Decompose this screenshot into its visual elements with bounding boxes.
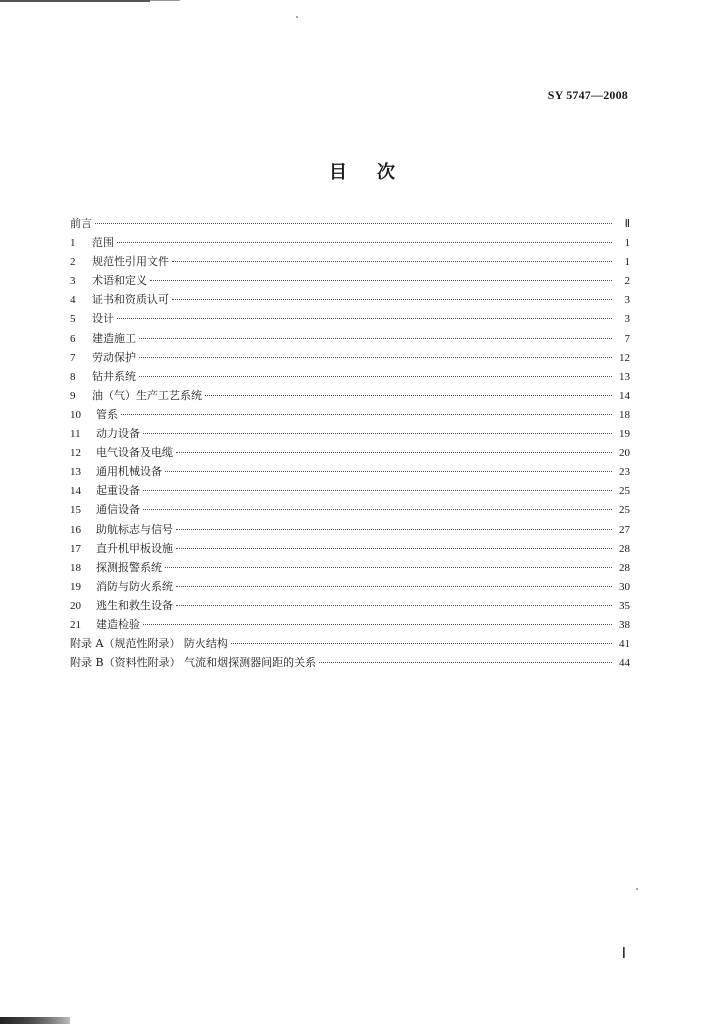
dot-leader (205, 395, 612, 396)
table-of-contents (70, 214, 630, 672)
toc-entry-number: 15 (70, 504, 81, 517)
toc-entry-number: 13 (70, 466, 81, 479)
toc-entry-page: Ⅱ (624, 218, 630, 230)
dot-leader (95, 223, 612, 224)
toc-entry-number: 8 (70, 370, 76, 383)
dot-leader (165, 567, 612, 568)
toc-entry (70, 577, 630, 596)
toc-entry-page: 25 (619, 504, 630, 517)
dot-leader (176, 529, 612, 530)
toc-entry (70, 615, 630, 634)
toc-entry-number: 6 (70, 332, 76, 345)
toc-entry (70, 386, 630, 405)
toc-entry-label: 设计 (92, 312, 114, 326)
toc-entry-page: 28 (619, 561, 630, 574)
toc-entry-number: 5 (70, 313, 76, 326)
dot-leader (117, 242, 612, 243)
toc-entry-page: 3 (624, 294, 630, 307)
toc-entry-page: 19 (619, 428, 630, 441)
toc-entry-number: 9 (70, 389, 76, 402)
page-title (0, 158, 724, 184)
dot-leader (176, 605, 612, 606)
toc-entry-label: 附录 B（资料性附录） 气流和烟探测器间距的关系 (70, 656, 317, 670)
toc-entry-page: 12 (619, 351, 630, 364)
toc-entry (70, 462, 630, 481)
scan-edge-mark (150, 0, 180, 1)
dot-leader (139, 376, 612, 377)
toc-entry-label: 直升机甲板设施 (96, 541, 173, 555)
scan-edge-mark (0, 0, 150, 2)
scan-edge-mark (0, 1017, 70, 1024)
toc-entry-number: 1 (70, 237, 76, 250)
standard-code: SY 5747—2008 (547, 88, 628, 102)
toc-entry-page: 1 (624, 256, 630, 269)
toc-entry-page: 38 (619, 618, 630, 631)
toc-entry-label: 探测报警系统 (96, 560, 162, 574)
toc-entry-number: 11 (70, 428, 81, 441)
toc-entry (70, 539, 630, 558)
toc-entry-label: 术语和定义 (92, 274, 147, 288)
toc-entry (70, 634, 630, 653)
toc-entry-number: 12 (70, 447, 81, 460)
toc-entry (70, 481, 630, 500)
toc-entry (70, 596, 630, 615)
toc-entry-page: 1 (624, 237, 630, 250)
toc-entry-number: 3 (70, 275, 76, 288)
toc-entry-page: 44 (619, 657, 630, 670)
toc-entry-number: 20 (70, 599, 81, 612)
toc-entry-label: 逃生和救生设备 (96, 598, 173, 612)
toc-entry-number: 18 (70, 561, 81, 574)
toc-entry-page: 35 (619, 599, 630, 612)
toc-entry (70, 424, 630, 443)
toc-entry (70, 329, 630, 348)
dot-leader (139, 357, 612, 358)
toc-entry-label: 通用机械设备 (96, 465, 162, 479)
dot-leader (121, 414, 612, 415)
toc-entry-label: 证书和资质认可 (92, 293, 169, 307)
toc-entry-label: 起重设备 (96, 484, 140, 498)
toc-entry-number: 10 (70, 408, 81, 421)
toc-entry-label: 范围 (92, 236, 114, 250)
toc-entry-page: 25 (619, 485, 630, 498)
toc-entry-page: 20 (619, 447, 630, 460)
toc-entry-number: 21 (70, 618, 81, 631)
toc-entry-label: 规范性引用文件 (92, 255, 169, 269)
toc-entry-label: 助航标志与信号 (96, 522, 173, 536)
toc-entry-label: 建造检验 (96, 617, 140, 631)
dot-leader (165, 471, 612, 472)
dot-leader (176, 586, 612, 587)
dot-leader (172, 261, 612, 262)
toc-entry (70, 233, 630, 252)
scan-speck (636, 888, 638, 890)
toc-entry (70, 443, 630, 462)
toc-entry-page: 7 (624, 332, 630, 345)
dot-leader (319, 662, 612, 663)
dot-leader (176, 452, 612, 453)
title-char: 目 (329, 162, 347, 183)
toc-entry-number: 19 (70, 580, 81, 593)
dot-leader (176, 548, 612, 549)
toc-entry-label: 油（气）生产工艺系统 (92, 388, 202, 402)
toc-entry-page: 28 (619, 542, 630, 555)
toc-entry-number: 7 (70, 351, 76, 364)
dot-leader (231, 643, 612, 644)
toc-entry-number: 16 (70, 523, 81, 536)
toc-entry-label: 前言 (70, 217, 92, 230)
toc-entry (70, 405, 630, 424)
toc-entry (70, 348, 630, 367)
toc-entry-label: 劳动保护 (92, 350, 136, 364)
toc-entry (70, 271, 630, 290)
dot-leader (139, 338, 612, 339)
dot-leader (172, 299, 612, 300)
toc-entry-number: 17 (70, 542, 81, 555)
toc-entry (70, 367, 630, 386)
toc-entry-label: 建造施工 (92, 331, 136, 345)
page-number: Ⅰ (621, 946, 626, 962)
toc-entry-page: 3 (624, 313, 630, 326)
toc-entry-page: 30 (619, 580, 630, 593)
toc-entry-number: 2 (70, 256, 76, 269)
toc-entry-label: 消防与防火系统 (96, 579, 173, 593)
toc-entry (70, 520, 630, 539)
toc-entry-label: 钻井系统 (92, 369, 136, 383)
dot-leader (143, 490, 612, 491)
toc-entry (70, 500, 630, 519)
toc-entry (70, 558, 630, 577)
dot-leader (143, 509, 612, 510)
toc-entry-number: 14 (70, 485, 81, 498)
toc-entry-page: 2 (624, 275, 630, 288)
toc-entry-page: 14 (619, 389, 630, 402)
toc-entry (70, 653, 630, 672)
toc-entry-page: 41 (619, 638, 630, 651)
title-char: 次 (377, 162, 395, 183)
toc-entry-label: 附录 A（规范性附录） 防火结构 (70, 637, 228, 651)
dot-leader (143, 433, 612, 434)
toc-entry (70, 214, 630, 233)
dot-leader (117, 318, 612, 319)
toc-entry (70, 309, 630, 328)
toc-entry-label: 通信设备 (96, 503, 140, 517)
toc-entry-label: 动力设备 (96, 427, 140, 441)
toc-entry-page: 13 (619, 370, 630, 383)
toc-entry (70, 290, 630, 309)
dot-leader (143, 624, 612, 625)
dot-leader (150, 280, 612, 281)
toc-entry-page: 18 (619, 408, 630, 421)
scan-speck (296, 16, 298, 18)
toc-entry-number: 4 (70, 294, 76, 307)
toc-entry-page: 23 (619, 466, 630, 479)
toc-entry-label: 管系 (96, 407, 118, 421)
toc-entry (70, 252, 630, 271)
toc-entry-page: 27 (619, 523, 630, 536)
toc-entry-label: 电气设备及电缆 (96, 446, 173, 460)
